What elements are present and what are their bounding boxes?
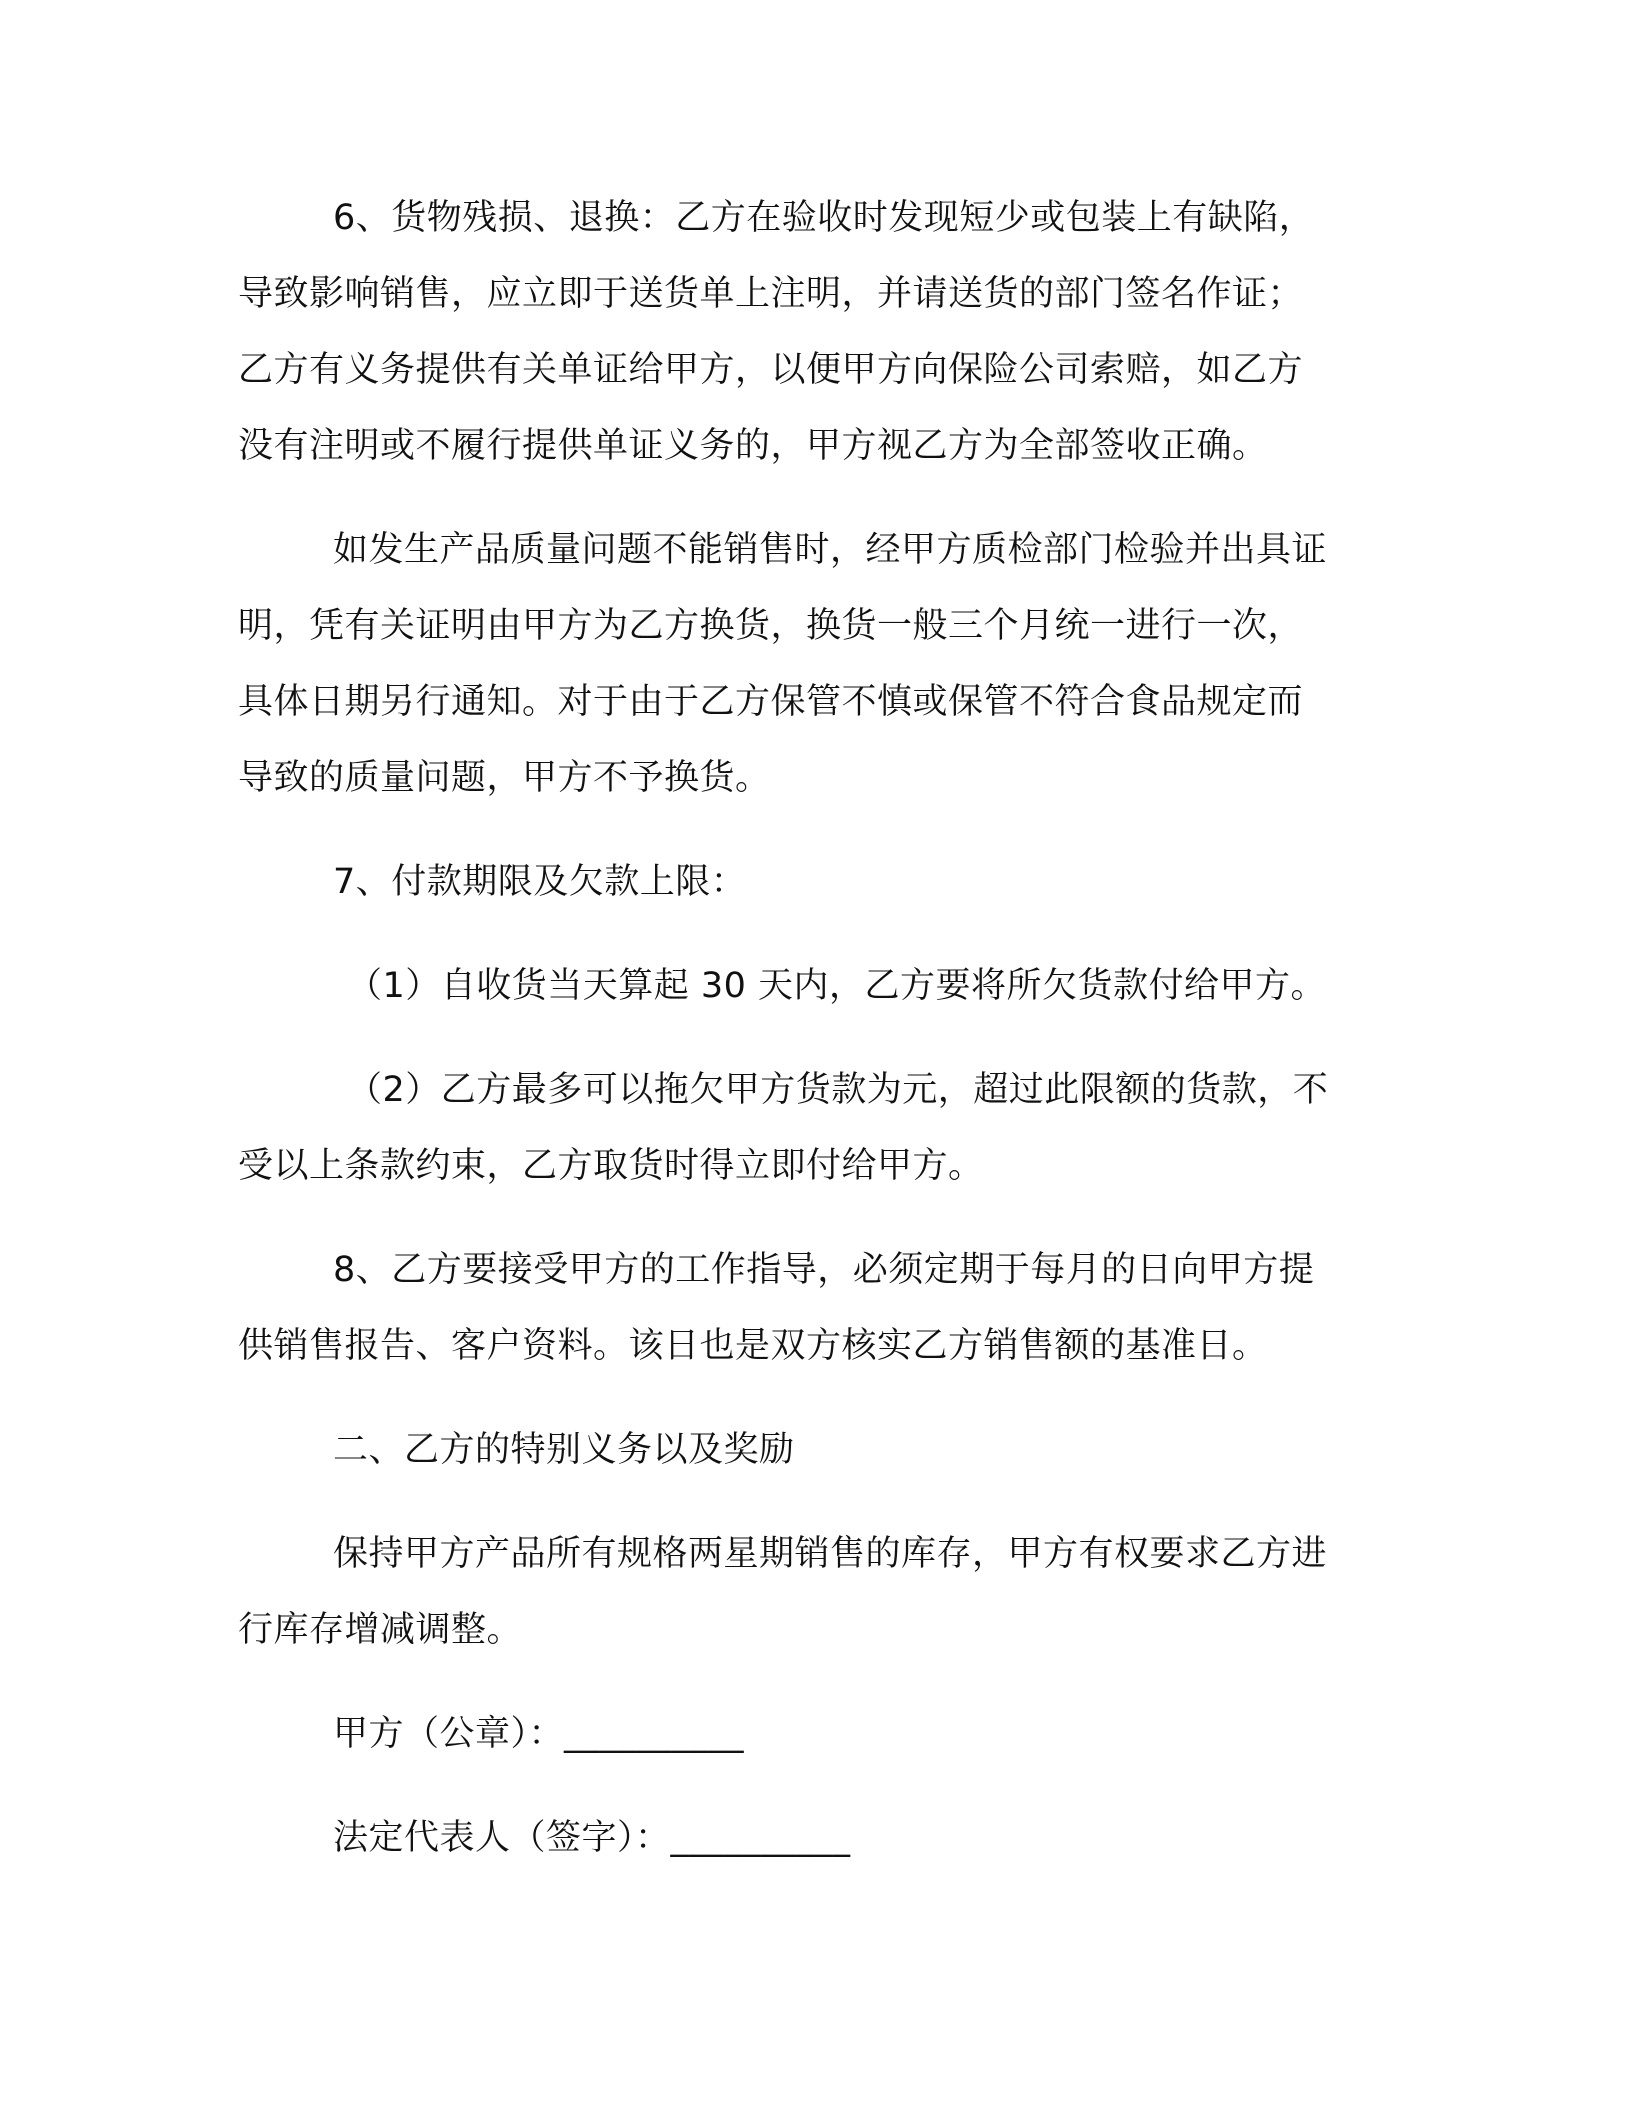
party-a-seal-field: 甲方（公章）：__________ bbox=[333, 1714, 745, 1754]
clause-7-heading: 7、付款期限及欠款上限： bbox=[333, 862, 747, 902]
clause-6-line-1: 6、货物残损、退换：乙方在验收时发现短少或包装上有缺陷， bbox=[333, 198, 1315, 238]
clause-6-line-2: 导致影响销售，应立即于送货单上注明，并请送货的部门签名作证； bbox=[238, 274, 1304, 314]
legal-representative-signature-field: 法定代表人（签字）：__________ bbox=[333, 1818, 851, 1858]
quality-paragraph-line-2: 明，凭有关证明由甲方为乙方换货，换货一般三个月统一进行一次， bbox=[238, 606, 1304, 646]
clause-7-item-2-line-1: （2）乙方最多可以拖欠甲方货款为元，超过此限额的货款，不 bbox=[347, 1070, 1329, 1110]
clause-8-line-2: 供销售报告、客户资料。该日也是双方核实乙方销售额的基准日。 bbox=[238, 1326, 1268, 1366]
inventory-paragraph-line-2: 行库存增减调整。 bbox=[238, 1610, 523, 1650]
clause-7-item-2-line-2: 受以上条款约束，乙方取货时得立即付给甲方。 bbox=[238, 1146, 984, 1186]
clause-6-line-3: 乙方有义务提供有关单证给甲方，以便甲方向保险公司索赔，如乙方 bbox=[238, 350, 1304, 390]
section-2-heading: 二、乙方的特别义务以及奖励 bbox=[333, 1430, 795, 1470]
clause-8-line-1: 8、乙方要接受甲方的工作指导，必须定期于每月的日向甲方提 bbox=[333, 1250, 1315, 1290]
quality-paragraph-line-3: 具体日期另行通知。对于由于乙方保管不慎或保管不符合食品规定而 bbox=[238, 682, 1304, 722]
inventory-paragraph-line-1: 保持甲方产品所有规格两星期销售的库存，甲方有权要求乙方进 bbox=[333, 1534, 1328, 1574]
quality-paragraph-line-4: 导致的质量问题，甲方不予换货。 bbox=[238, 758, 771, 798]
clause-7-item-1: （1）自收货当天算起 30 天内，乙方要将所欠货款付给甲方。 bbox=[347, 966, 1327, 1006]
clause-6-line-4: 没有注明或不履行提供单证义务的，甲方视乙方为全部签收正确。 bbox=[238, 426, 1268, 466]
quality-paragraph-line-1: 如发生产品质量问题不能销售时，经甲方质检部门检验并出具证 bbox=[333, 530, 1328, 570]
